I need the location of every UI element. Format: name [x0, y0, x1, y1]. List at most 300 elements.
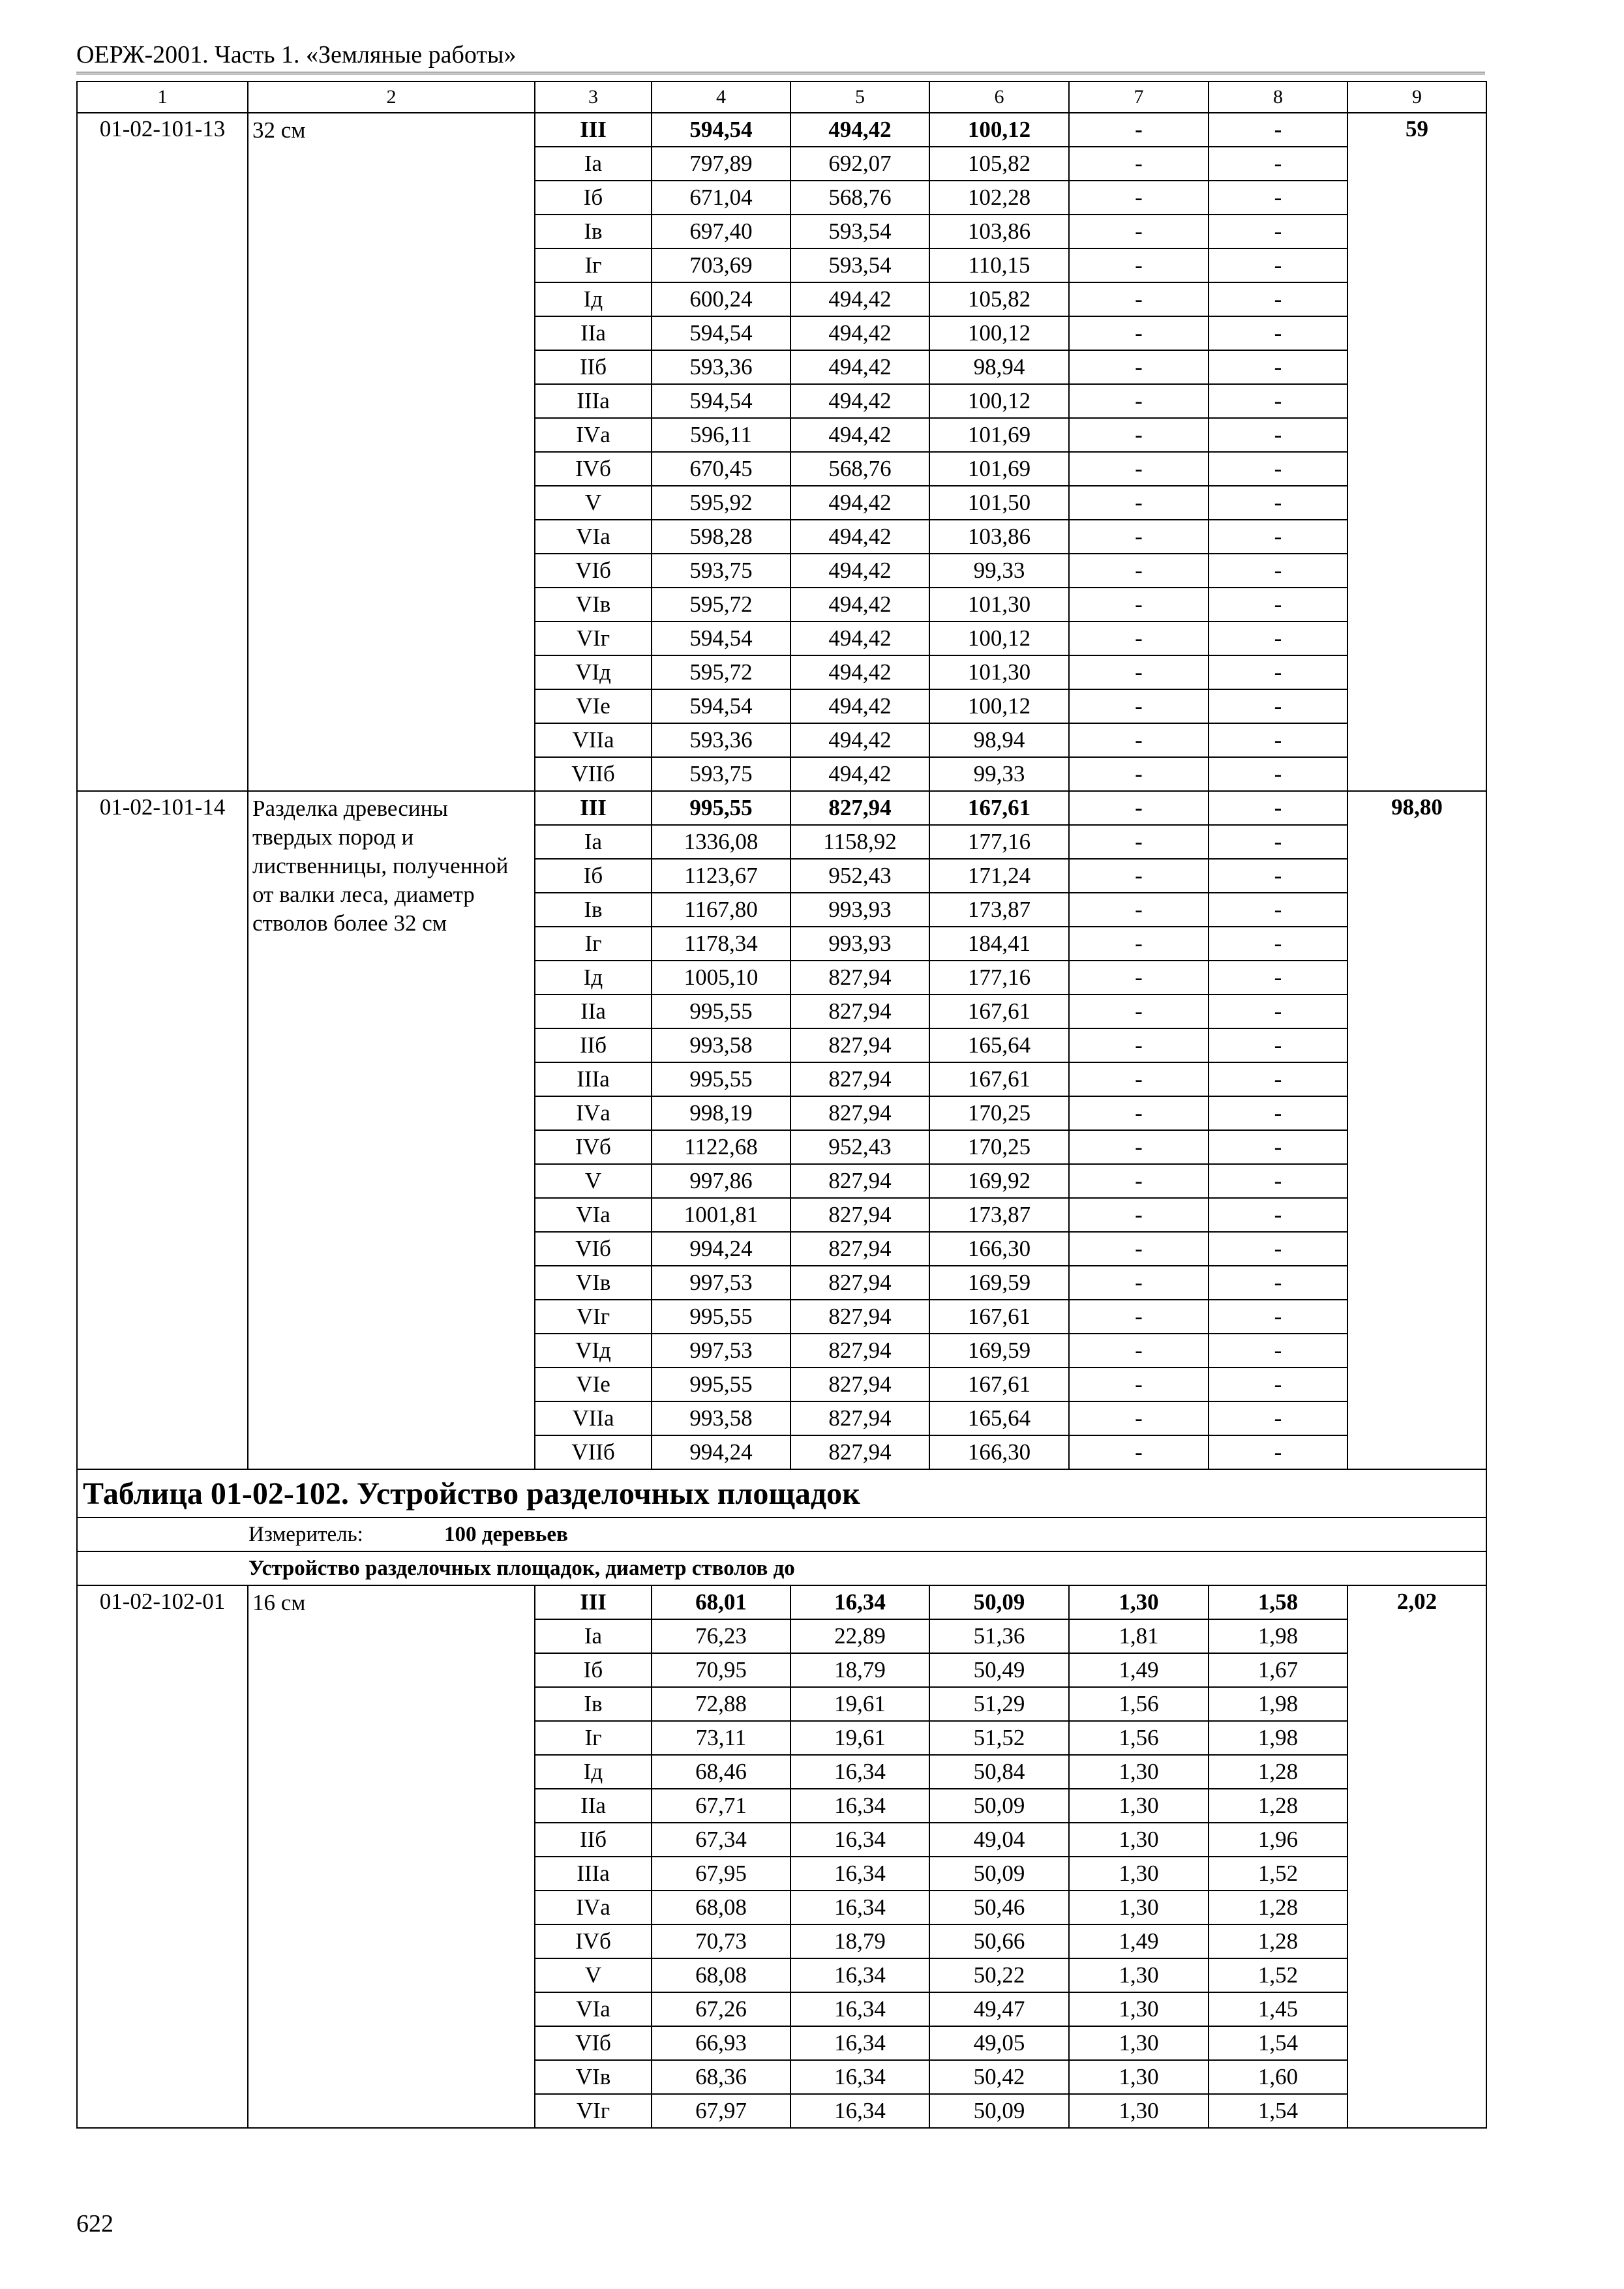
machines-cell: 100,12: [929, 316, 1069, 350]
driver-wages-cell: -: [1069, 520, 1209, 554]
wages-cell: 827,94: [790, 1401, 929, 1435]
wages-cell: 827,94: [790, 995, 929, 1028]
machines-cell: 50,46: [929, 1891, 1069, 1924]
driver-wages-cell: -: [1069, 723, 1209, 757]
labor-cost-cell: 2,02: [1347, 1585, 1486, 2128]
soil-group-cell: Iд: [535, 961, 652, 995]
soil-group-cell: IVа: [535, 1891, 652, 1924]
machines-cell: 50,09: [929, 1789, 1069, 1823]
machines-cell: 167,61: [929, 995, 1069, 1028]
materials-cell: 1,28: [1209, 1789, 1347, 1823]
soil-group-cell: III: [535, 1585, 652, 1619]
total-cost-cell: 67,26: [652, 1992, 790, 2026]
soil-group-cell: V: [535, 1164, 652, 1198]
driver-wages-cell: 1,30: [1069, 2026, 1209, 2060]
materials-cell: -: [1209, 961, 1347, 995]
soil-group-cell: VIе: [535, 689, 652, 723]
machines-cell: 102,28: [929, 181, 1069, 215]
total-cost-cell: 995,55: [652, 995, 790, 1028]
driver-wages-cell: -: [1069, 1368, 1209, 1401]
work-name: 16 см: [248, 1585, 535, 2128]
wages-cell: 494,42: [790, 418, 929, 452]
total-cost-cell: 993,58: [652, 1028, 790, 1062]
wages-cell: 494,42: [790, 757, 929, 791]
materials-cell: -: [1209, 486, 1347, 520]
rate-code: 01-02-101-13: [77, 113, 248, 791]
materials-cell: -: [1209, 1096, 1347, 1130]
wages-cell: 827,94: [790, 1096, 929, 1130]
rates-table: [76, 81, 1487, 2129]
section-row: [77, 1551, 1486, 1585]
total-cost-cell: 72,88: [652, 1687, 790, 1721]
total-cost-cell: 68,36: [652, 2060, 790, 2094]
driver-wages-cell: -: [1069, 859, 1209, 893]
soil-group-cell: III: [535, 791, 652, 825]
materials-cell: -: [1209, 859, 1347, 893]
soil-group-cell: V: [535, 1958, 652, 1992]
soil-group-cell: IVб: [535, 452, 652, 486]
total-cost-cell: 66,93: [652, 2026, 790, 2060]
wages-cell: 827,94: [790, 1198, 929, 1232]
materials-cell: -: [1209, 1164, 1347, 1198]
driver-wages-cell: -: [1069, 147, 1209, 181]
materials-cell: -: [1209, 1334, 1347, 1368]
materials-cell: 1,60: [1209, 2060, 1347, 2094]
driver-wages-cell: 1,30: [1069, 1755, 1209, 1789]
soil-group-cell: VIе: [535, 1368, 652, 1401]
driver-wages-cell: -: [1069, 1401, 1209, 1435]
total-cost-cell: 595,92: [652, 486, 790, 520]
total-cost-cell: 593,75: [652, 554, 790, 588]
materials-cell: -: [1209, 1198, 1347, 1232]
driver-wages-cell: -: [1069, 757, 1209, 791]
materials-cell: -: [1209, 825, 1347, 859]
total-cost-cell: 68,46: [652, 1755, 790, 1789]
driver-wages-cell: 1,56: [1069, 1687, 1209, 1721]
machines-cell: 49,04: [929, 1823, 1069, 1857]
machines-cell: 50,84: [929, 1755, 1069, 1789]
materials-cell: -: [1209, 791, 1347, 825]
soil-group-cell: IVа: [535, 1096, 652, 1130]
machines-cell: 50,49: [929, 1653, 1069, 1687]
wages-cell: 16,34: [790, 1755, 929, 1789]
rate-code: 01-02-101-14: [77, 791, 248, 1469]
soil-group-cell: IIа: [535, 316, 652, 350]
total-cost-cell: 68,08: [652, 1891, 790, 1924]
soil-group-cell: V: [535, 486, 652, 520]
total-cost-cell: 670,45: [652, 452, 790, 486]
driver-wages-cell: -: [1069, 588, 1209, 621]
materials-cell: -: [1209, 350, 1347, 384]
materials-cell: -: [1209, 215, 1347, 248]
wages-cell: 952,43: [790, 1130, 929, 1164]
soil-group-cell: VIа: [535, 1992, 652, 2026]
driver-wages-cell: -: [1069, 113, 1209, 147]
soil-group-cell: IVб: [535, 1924, 652, 1958]
materials-cell: -: [1209, 588, 1347, 621]
wages-cell: 568,76: [790, 452, 929, 486]
measure-cell: [77, 1518, 1486, 1551]
machines-cell: 105,82: [929, 147, 1069, 181]
total-cost-cell: 997,53: [652, 1334, 790, 1368]
driver-wages-cell: -: [1069, 316, 1209, 350]
materials-cell: 1,52: [1209, 1857, 1347, 1891]
machines-cell: 99,33: [929, 554, 1069, 588]
driver-wages-cell: -: [1069, 1334, 1209, 1368]
table-row: [77, 1585, 1486, 1619]
soil-group-cell: Iг: [535, 248, 652, 282]
materials-cell: 1,54: [1209, 2094, 1347, 2128]
total-cost-cell: 594,54: [652, 113, 790, 147]
driver-wages-cell: -: [1069, 961, 1209, 995]
driver-wages-cell: -: [1069, 418, 1209, 452]
wages-cell: 494,42: [790, 316, 929, 350]
table-102-heading: [77, 1469, 1486, 1585]
wages-cell: 494,42: [790, 113, 929, 147]
soil-group-cell: VIб: [535, 1232, 652, 1266]
machines-cell: 51,36: [929, 1619, 1069, 1653]
measure-label: Измеритель:: [248, 1522, 363, 1546]
wages-cell: 16,34: [790, 2026, 929, 2060]
total-cost-cell: 1123,67: [652, 859, 790, 893]
wages-cell: 494,42: [790, 486, 929, 520]
column-number: 2: [248, 82, 535, 113]
total-cost-cell: 594,54: [652, 621, 790, 655]
soil-group-cell: IIIа: [535, 1062, 652, 1096]
wages-cell: 494,42: [790, 384, 929, 418]
wages-cell: 22,89: [790, 1619, 929, 1653]
machines-cell: 169,59: [929, 1334, 1069, 1368]
wages-cell: 19,61: [790, 1721, 929, 1755]
machines-cell: 173,87: [929, 1198, 1069, 1232]
materials-cell: 1,45: [1209, 1992, 1347, 2026]
machines-cell: 101,69: [929, 418, 1069, 452]
machines-cell: 49,05: [929, 2026, 1069, 2060]
soil-group-cell: VIв: [535, 1266, 652, 1300]
column-number: 8: [1209, 82, 1347, 113]
total-cost-cell: 594,54: [652, 689, 790, 723]
driver-wages-cell: 1,30: [1069, 1891, 1209, 1924]
driver-wages-cell: -: [1069, 621, 1209, 655]
wages-cell: 494,42: [790, 621, 929, 655]
driver-wages-cell: -: [1069, 791, 1209, 825]
machines-cell: 50,09: [929, 1585, 1069, 1619]
wages-cell: 568,76: [790, 181, 929, 215]
total-cost-cell: 998,19: [652, 1096, 790, 1130]
column-number: 7: [1069, 82, 1209, 113]
driver-wages-cell: -: [1069, 1300, 1209, 1334]
wages-cell: 827,94: [790, 1300, 929, 1334]
driver-wages-cell: -: [1069, 825, 1209, 859]
driver-wages-cell: -: [1069, 1266, 1209, 1300]
labor-cost-cell: 59: [1347, 113, 1486, 791]
total-cost-cell: 70,73: [652, 1924, 790, 1958]
materials-cell: 1,98: [1209, 1721, 1347, 1755]
materials-cell: 1,98: [1209, 1687, 1347, 1721]
total-cost-cell: 594,54: [652, 316, 790, 350]
soil-group-cell: Iд: [535, 1755, 652, 1789]
total-cost-cell: 1001,81: [652, 1198, 790, 1232]
wages-cell: 593,54: [790, 215, 929, 248]
soil-group-cell: VIг: [535, 621, 652, 655]
machines-cell: 165,64: [929, 1401, 1069, 1435]
soil-group-cell: Iв: [535, 893, 652, 927]
rate-code: 01-02-102-01: [77, 1585, 248, 2128]
soil-group-cell: VIIб: [535, 1435, 652, 1469]
machines-cell: 49,47: [929, 1992, 1069, 2026]
materials-cell: 1,54: [1209, 2026, 1347, 2060]
driver-wages-cell: -: [1069, 655, 1209, 689]
soil-group-cell: VIв: [535, 588, 652, 621]
soil-group-cell: IIIа: [535, 384, 652, 418]
wages-cell: 494,42: [790, 655, 929, 689]
soil-group-cell: Iа: [535, 825, 652, 859]
soil-group-cell: Iг: [535, 1721, 652, 1755]
wages-cell: 827,94: [790, 1435, 929, 1469]
driver-wages-cell: 1,56: [1069, 1721, 1209, 1755]
soil-group-cell: Iв: [535, 1687, 652, 1721]
total-cost-cell: 73,11: [652, 1721, 790, 1755]
total-cost-cell: 68,08: [652, 1958, 790, 1992]
total-cost-cell: 67,71: [652, 1789, 790, 1823]
machines-cell: 166,30: [929, 1435, 1069, 1469]
wages-cell: 993,93: [790, 893, 929, 927]
materials-cell: -: [1209, 893, 1347, 927]
wages-cell: 593,54: [790, 248, 929, 282]
total-cost-cell: 995,55: [652, 791, 790, 825]
soil-group-cell: IIб: [535, 1028, 652, 1062]
driver-wages-cell: 1,30: [1069, 1823, 1209, 1857]
work-name: 32 см: [248, 113, 535, 791]
soil-group-cell: VIв: [535, 2060, 652, 2094]
soil-group-cell: VIг: [535, 1300, 652, 1334]
wages-cell: 827,94: [790, 1062, 929, 1096]
materials-cell: 1,28: [1209, 1755, 1347, 1789]
column-number: 6: [929, 82, 1069, 113]
wages-cell: 16,34: [790, 1891, 929, 1924]
soil-group-cell: IVа: [535, 418, 652, 452]
soil-group-cell: VIа: [535, 1198, 652, 1232]
wages-cell: 16,34: [790, 1857, 929, 1891]
wages-cell: 494,42: [790, 554, 929, 588]
machines-cell: 184,41: [929, 927, 1069, 961]
machines-cell: 166,30: [929, 1232, 1069, 1266]
total-cost-cell: 593,36: [652, 350, 790, 384]
machines-cell: 173,87: [929, 893, 1069, 927]
table-title-row: [77, 1469, 1486, 1518]
machines-cell: 51,29: [929, 1687, 1069, 1721]
driver-wages-cell: -: [1069, 384, 1209, 418]
wages-cell: 494,42: [790, 588, 929, 621]
materials-cell: 1,98: [1209, 1619, 1347, 1653]
materials-cell: -: [1209, 1435, 1347, 1469]
soil-group-cell: Iб: [535, 859, 652, 893]
machines-cell: 167,61: [929, 791, 1069, 825]
driver-wages-cell: -: [1069, 248, 1209, 282]
total-cost-cell: 598,28: [652, 520, 790, 554]
wages-cell: 16,34: [790, 2060, 929, 2094]
wages-cell: 952,43: [790, 859, 929, 893]
wages-cell: 494,42: [790, 689, 929, 723]
driver-wages-cell: -: [1069, 181, 1209, 215]
total-cost-cell: 994,24: [652, 1232, 790, 1266]
materials-cell: -: [1209, 248, 1347, 282]
materials-cell: 1,96: [1209, 1823, 1347, 1857]
wages-cell: 827,94: [790, 1368, 929, 1401]
machines-cell: 100,12: [929, 113, 1069, 147]
wages-cell: 827,94: [790, 1232, 929, 1266]
soil-group-cell: Iа: [535, 1619, 652, 1653]
soil-group-cell: Iд: [535, 282, 652, 316]
soil-group-cell: Iб: [535, 1653, 652, 1687]
wages-cell: 993,93: [790, 927, 929, 961]
header-title: ОЕРЖ-2001. Часть 1. «Земляные работы»: [76, 41, 517, 68]
total-cost-cell: 993,58: [652, 1401, 790, 1435]
machines-cell: 101,30: [929, 588, 1069, 621]
materials-cell: -: [1209, 418, 1347, 452]
wages-cell: 494,42: [790, 520, 929, 554]
materials-cell: -: [1209, 995, 1347, 1028]
machines-cell: 177,16: [929, 961, 1069, 995]
machines-cell: 171,24: [929, 859, 1069, 893]
total-cost-cell: 67,34: [652, 1823, 790, 1857]
wages-cell: 18,79: [790, 1924, 929, 1958]
driver-wages-cell: 1,30: [1069, 1585, 1209, 1619]
driver-wages-cell: -: [1069, 1198, 1209, 1232]
driver-wages-cell: 1,49: [1069, 1924, 1209, 1958]
wages-cell: 16,34: [790, 1992, 929, 2026]
column-number: 3: [535, 82, 652, 113]
driver-wages-cell: -: [1069, 486, 1209, 520]
machines-cell: 101,30: [929, 655, 1069, 689]
driver-wages-cell: 1,30: [1069, 2060, 1209, 2094]
table-body-101: [77, 82, 1486, 1469]
total-cost-cell: 671,04: [652, 181, 790, 215]
total-cost-cell: 593,36: [652, 723, 790, 757]
materials-cell: -: [1209, 723, 1347, 757]
materials-cell: -: [1209, 1266, 1347, 1300]
total-cost-cell: 703,69: [652, 248, 790, 282]
materials-cell: -: [1209, 554, 1347, 588]
materials-cell: -: [1209, 147, 1347, 181]
soil-group-cell: VIд: [535, 1334, 652, 1368]
total-cost-cell: 995,55: [652, 1062, 790, 1096]
wages-cell: 16,34: [790, 2094, 929, 2128]
total-cost-cell: 593,75: [652, 757, 790, 791]
labor-cost-cell: 98,80: [1347, 791, 1486, 1469]
driver-wages-cell: -: [1069, 215, 1209, 248]
machines-cell: 177,16: [929, 825, 1069, 859]
column-number: 9: [1347, 82, 1486, 113]
driver-wages-cell: -: [1069, 452, 1209, 486]
wages-cell: 1158,92: [790, 825, 929, 859]
total-cost-cell: 67,97: [652, 2094, 790, 2128]
machines-cell: 50,22: [929, 1958, 1069, 1992]
materials-cell: -: [1209, 181, 1347, 215]
materials-cell: -: [1209, 384, 1347, 418]
machines-cell: 170,25: [929, 1096, 1069, 1130]
materials-cell: 1,28: [1209, 1891, 1347, 1924]
soil-group-cell: Iв: [535, 215, 652, 248]
driver-wages-cell: -: [1069, 927, 1209, 961]
total-cost-cell: 697,40: [652, 215, 790, 248]
materials-cell: -: [1209, 1028, 1347, 1062]
machines-cell: 98,94: [929, 350, 1069, 384]
column-number: 1: [77, 82, 248, 113]
materials-cell: 1,58: [1209, 1585, 1347, 1619]
wages-cell: 827,94: [790, 961, 929, 995]
total-cost-cell: 995,55: [652, 1368, 790, 1401]
total-cost-cell: 997,86: [652, 1164, 790, 1198]
soil-group-cell: VIIа: [535, 1401, 652, 1435]
materials-cell: 1,52: [1209, 1958, 1347, 1992]
machines-cell: 167,61: [929, 1368, 1069, 1401]
machines-cell: 169,59: [929, 1266, 1069, 1300]
machines-cell: 103,86: [929, 520, 1069, 554]
soil-group-cell: Iб: [535, 181, 652, 215]
machines-cell: 100,12: [929, 384, 1069, 418]
machines-cell: 101,50: [929, 486, 1069, 520]
total-cost-cell: 595,72: [652, 588, 790, 621]
column-number: 4: [652, 82, 790, 113]
wages-cell: 827,94: [790, 1164, 929, 1198]
total-cost-cell: 1336,08: [652, 825, 790, 859]
soil-group-cell: Iа: [535, 147, 652, 181]
machines-cell: 169,92: [929, 1164, 1069, 1198]
measure-value: 100 деревьев: [444, 1522, 568, 1546]
wages-cell: 18,79: [790, 1653, 929, 1687]
materials-cell: -: [1209, 689, 1347, 723]
total-cost-cell: 1178,34: [652, 927, 790, 961]
machines-cell: 167,61: [929, 1300, 1069, 1334]
materials-cell: -: [1209, 316, 1347, 350]
driver-wages-cell: -: [1069, 1096, 1209, 1130]
soil-group-cell: VIб: [535, 554, 652, 588]
driver-wages-cell: -: [1069, 1028, 1209, 1062]
total-cost-cell: 1167,80: [652, 893, 790, 927]
total-cost-cell: 76,23: [652, 1619, 790, 1653]
machines-cell: 50,42: [929, 2060, 1069, 2094]
driver-wages-cell: -: [1069, 1164, 1209, 1198]
soil-group-cell: IIб: [535, 1823, 652, 1857]
soil-group-cell: IIа: [535, 995, 652, 1028]
total-cost-cell: 594,54: [652, 384, 790, 418]
driver-wages-cell: 1,30: [1069, 1789, 1209, 1823]
driver-wages-cell: 1,30: [1069, 1958, 1209, 1992]
soil-group-cell: III: [535, 113, 652, 147]
soil-group-cell: VIIа: [535, 723, 652, 757]
wages-cell: 827,94: [790, 1334, 929, 1368]
machines-cell: 110,15: [929, 248, 1069, 282]
driver-wages-cell: -: [1069, 1232, 1209, 1266]
materials-cell: -: [1209, 520, 1347, 554]
materials-cell: -: [1209, 655, 1347, 689]
materials-cell: -: [1209, 1401, 1347, 1435]
soil-group-cell: VIа: [535, 520, 652, 554]
driver-wages-cell: 1,30: [1069, 2094, 1209, 2128]
materials-cell: -: [1209, 927, 1347, 961]
page-header: [76, 39, 1485, 74]
machines-cell: 50,09: [929, 2094, 1069, 2128]
materials-cell: -: [1209, 1062, 1347, 1096]
machines-cell: 167,61: [929, 1062, 1069, 1096]
table-body-102: [77, 1585, 1486, 2128]
wages-cell: 16,34: [790, 1958, 929, 1992]
total-cost-cell: 67,95: [652, 1857, 790, 1891]
machines-cell: 50,66: [929, 1924, 1069, 1958]
materials-cell: -: [1209, 452, 1347, 486]
materials-cell: -: [1209, 621, 1347, 655]
